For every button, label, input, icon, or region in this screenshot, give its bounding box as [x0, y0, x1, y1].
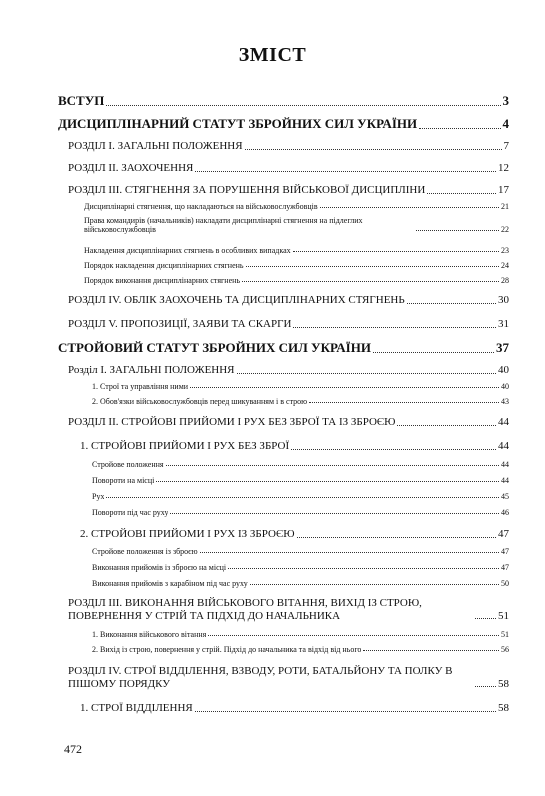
toc-entry[interactable]	[68, 140, 509, 153]
toc-entry-page: 44	[498, 416, 509, 428]
toc-entry-page: 50	[501, 579, 509, 588]
leader-dots	[397, 425, 496, 426]
page-number: 472	[64, 742, 82, 756]
toc-entry-page: 21	[501, 202, 509, 211]
leader-dots	[228, 568, 499, 569]
toc-entry-title: СТРОЙОВИЙ СТАТУТ ЗБРОЙНИХ СИЛ УКРАЇНИ	[58, 341, 371, 355]
toc-entry[interactable]	[84, 216, 509, 234]
toc-entry-page: 56	[501, 645, 509, 654]
toc-entry-title: Стройове положення	[92, 460, 164, 469]
toc-entry-title: РОЗДІЛ ІІ. СТРОЙОВІ ПРИЙОМИ І РУХ БЕЗ ЗБРОЇ ТА ІЗ ЗБРОЄЮ	[68, 416, 396, 428]
toc-entry-title: Виконання прийомів із зброєю на місці	[92, 563, 227, 572]
leader-dots	[190, 387, 499, 388]
toc-entry-page: 17	[498, 184, 509, 196]
toc-entry-title: Права командирів (начальників) накладати дисциплінарні стягнення на підлеглих військовослужбовців	[84, 216, 363, 235]
toc-entry[interactable]	[68, 162, 509, 175]
toc-entry-page: 22	[501, 225, 509, 235]
toc-entry-title: Повороти під час руху	[92, 508, 169, 517]
leader-dots	[166, 465, 499, 466]
leader-dots	[245, 149, 502, 150]
toc-entry[interactable]	[84, 261, 509, 270]
toc-entry-page: 7	[503, 140, 509, 152]
toc-entry-page: 47	[501, 547, 509, 556]
toc-entry-title: ДИСЦИПЛІНАРНИЙ СТАТУТ ЗБРОЙНИХ СИЛ УКРАЇНИ	[58, 117, 418, 131]
toc-entry[interactable]	[92, 476, 509, 485]
toc-entry-title: РОЗДІЛ ІІІ. ВИКОНАННЯ ВІЙСЬКОВОГО ВІТАННЯ, ВИХІД ІЗ СТРОЮ, ПОВЕРНЕННЯ У СТРІЙ ТА ПІДХІД ДО НАЧАЛЬНИКА	[68, 597, 422, 622]
toc-entry-page: 30	[498, 294, 509, 306]
leader-dots	[208, 635, 499, 636]
toc-entry[interactable]	[68, 294, 509, 307]
toc-entry[interactable]	[84, 202, 509, 211]
leader-dots	[250, 584, 499, 585]
toc-entry[interactable]	[58, 341, 509, 356]
toc-entry-title: Дисциплінарні стягнення, що накладаються на військовослужбовців	[84, 202, 318, 211]
toc-entry[interactable]	[92, 460, 509, 469]
toc-entry[interactable]	[80, 440, 509, 453]
leader-dots	[419, 128, 500, 129]
leader-dots	[237, 373, 496, 374]
toc-entry-page: 23	[501, 246, 509, 255]
leader-dots	[242, 281, 499, 282]
toc-entry-title: 2. Вихід із строю, повернення у стрій. Підхід до начальника та відхід від нього	[92, 645, 362, 654]
toc-entry[interactable]	[80, 702, 509, 715]
toc-entry-page: 51	[498, 609, 509, 622]
toc-entry-page: 44	[501, 460, 509, 469]
page-title: ЗМІСТ	[238, 44, 307, 66]
leader-dots	[156, 481, 499, 482]
toc-entry[interactable]	[92, 397, 509, 406]
toc-entry[interactable]	[68, 318, 509, 331]
toc-entry[interactable]	[68, 184, 509, 197]
leader-dots	[320, 207, 499, 208]
toc-entry[interactable]	[68, 597, 509, 622]
toc-entry-page: 3	[502, 94, 509, 108]
toc-entry-title: Виконання прийомів з карабіном під час руху	[92, 579, 248, 588]
toc-entry-title: РОЗДІЛ ІІІ. СТЯГНЕННЯ ЗА ПОРУШЕННЯ ВІЙСЬКОВОЇ ДИСЦИПЛІНИ	[68, 184, 426, 196]
leader-dots	[293, 327, 496, 328]
toc-entry[interactable]	[84, 276, 509, 285]
leader-dots	[291, 449, 496, 450]
leader-dots	[246, 266, 499, 267]
toc-entry-page: 31	[498, 318, 509, 330]
toc-entry-title: 1. Виконання військового вітання	[92, 630, 207, 639]
toc-entry[interactable]	[92, 630, 509, 639]
toc-entry-page: 40	[498, 364, 509, 376]
toc-entry-title: РОЗДІЛ І. ЗАГАЛЬНІ ПОЛОЖЕННЯ	[68, 140, 243, 152]
leader-dots	[195, 171, 496, 172]
toc-entry-title: 1. Строї та управління ними	[92, 382, 189, 391]
toc-entry[interactable]	[92, 492, 509, 501]
toc-entry-page: 37	[496, 341, 509, 355]
leader-dots	[427, 193, 496, 194]
toc-entry-title: РОЗДІЛ ІІ. ЗАОХОЧЕННЯ	[68, 162, 194, 174]
toc-entry-page: 44	[501, 476, 509, 485]
toc-entry[interactable]	[92, 508, 509, 517]
toc-entry-page: 4	[502, 117, 509, 131]
leader-dots	[293, 251, 499, 252]
toc-entry[interactable]	[92, 563, 509, 572]
toc-entry-page: 47	[498, 528, 509, 540]
toc-entry-title: Порядок виконання дисциплінарних стягнень	[84, 276, 241, 285]
leader-dots	[200, 552, 499, 553]
leader-dots	[170, 513, 499, 514]
toc-entry[interactable]	[80, 528, 509, 541]
toc-entry-title: Повороти на місці	[92, 476, 155, 485]
toc-entry-title: Стройове положення із зброєю	[92, 547, 198, 556]
leader-dots	[195, 711, 496, 712]
leader-dots	[297, 537, 496, 538]
toc-entry[interactable]	[92, 547, 509, 556]
leader-dots	[309, 402, 499, 403]
leader-dots	[106, 105, 500, 106]
leader-dots	[363, 650, 499, 651]
toc-entry-page: 40	[501, 382, 509, 391]
toc-entry-title: Порядок накладення дисциплінарних стягнень	[84, 261, 244, 270]
toc-entry-page: 45	[501, 492, 509, 501]
toc-entry[interactable]	[92, 579, 509, 588]
toc-entry-title: РОЗДІЛ IV. ОБЛІК ЗАОХОЧЕНЬ ТА ДИСЦИПЛІНАРНИХ СТЯГНЕНЬ	[68, 294, 405, 306]
toc-entry[interactable]	[58, 94, 509, 109]
toc-entry-title: 2. СТРОЙОВІ ПРИЙОМИ І РУХ ІЗ ЗБРОЄЮ	[80, 528, 295, 540]
toc-entry[interactable]	[92, 645, 509, 654]
toc-entry-page: 58	[498, 677, 509, 690]
leader-dots	[373, 352, 494, 353]
leader-dots	[407, 303, 496, 304]
toc-entry[interactable]	[92, 382, 509, 391]
toc-entry-page: 24	[501, 261, 509, 270]
toc-entry[interactable]	[58, 117, 509, 132]
toc-entry-title: Розділ І. ЗАГАЛЬНІ ПОЛОЖЕННЯ	[68, 364, 235, 376]
leader-dots	[416, 230, 499, 231]
toc-entry-title: 1. СТРОЙОВІ ПРИЙОМИ І РУХ БЕЗ ЗБРОЇ	[80, 440, 290, 452]
toc-entry-title: РОЗДІЛ IV. СТРОЇ ВІДДІЛЕННЯ, ВЗВОДУ, РОТИ, БАТАЛЬЙОНУ ТА ПОЛКУ В ПІШОМУ ПОРЯДКУ	[68, 665, 453, 690]
leader-dots	[475, 686, 496, 687]
toc-entry-page: 44	[498, 440, 509, 452]
toc-entry[interactable]	[84, 246, 509, 255]
leader-dots	[475, 618, 496, 619]
toc-entry-title: Накладення дисциплінарних стягнень в особливих випадках	[84, 246, 291, 255]
toc-entry-page: 51	[501, 630, 509, 639]
toc-entry-page: 47	[501, 563, 509, 572]
toc-entry-page: 28	[501, 276, 509, 285]
toc-entry-page: 43	[501, 397, 509, 406]
toc-entry-title: Рух	[92, 492, 105, 501]
toc-entry[interactable]	[68, 364, 509, 377]
toc-entry-page: 58	[498, 702, 509, 714]
toc-entry-title: 2. Обов'язки військовослужбовців перед шикуванням і в строю	[92, 397, 308, 406]
toc-entry-title: РОЗДІЛ V. ПРОПОЗИЦІЇ, ЗАЯВИ ТА СКАРГИ	[68, 318, 292, 330]
toc-entry-title: 1. СТРОЇ ВІДДІЛЕННЯ	[80, 702, 193, 714]
toc-entry-page: 12	[498, 162, 509, 174]
toc-entry[interactable]	[68, 416, 509, 429]
toc-entry[interactable]	[68, 665, 509, 690]
toc-entry-page: 46	[501, 508, 509, 517]
toc-entry-title: ВСТУП	[58, 94, 105, 108]
leader-dots	[106, 497, 499, 498]
